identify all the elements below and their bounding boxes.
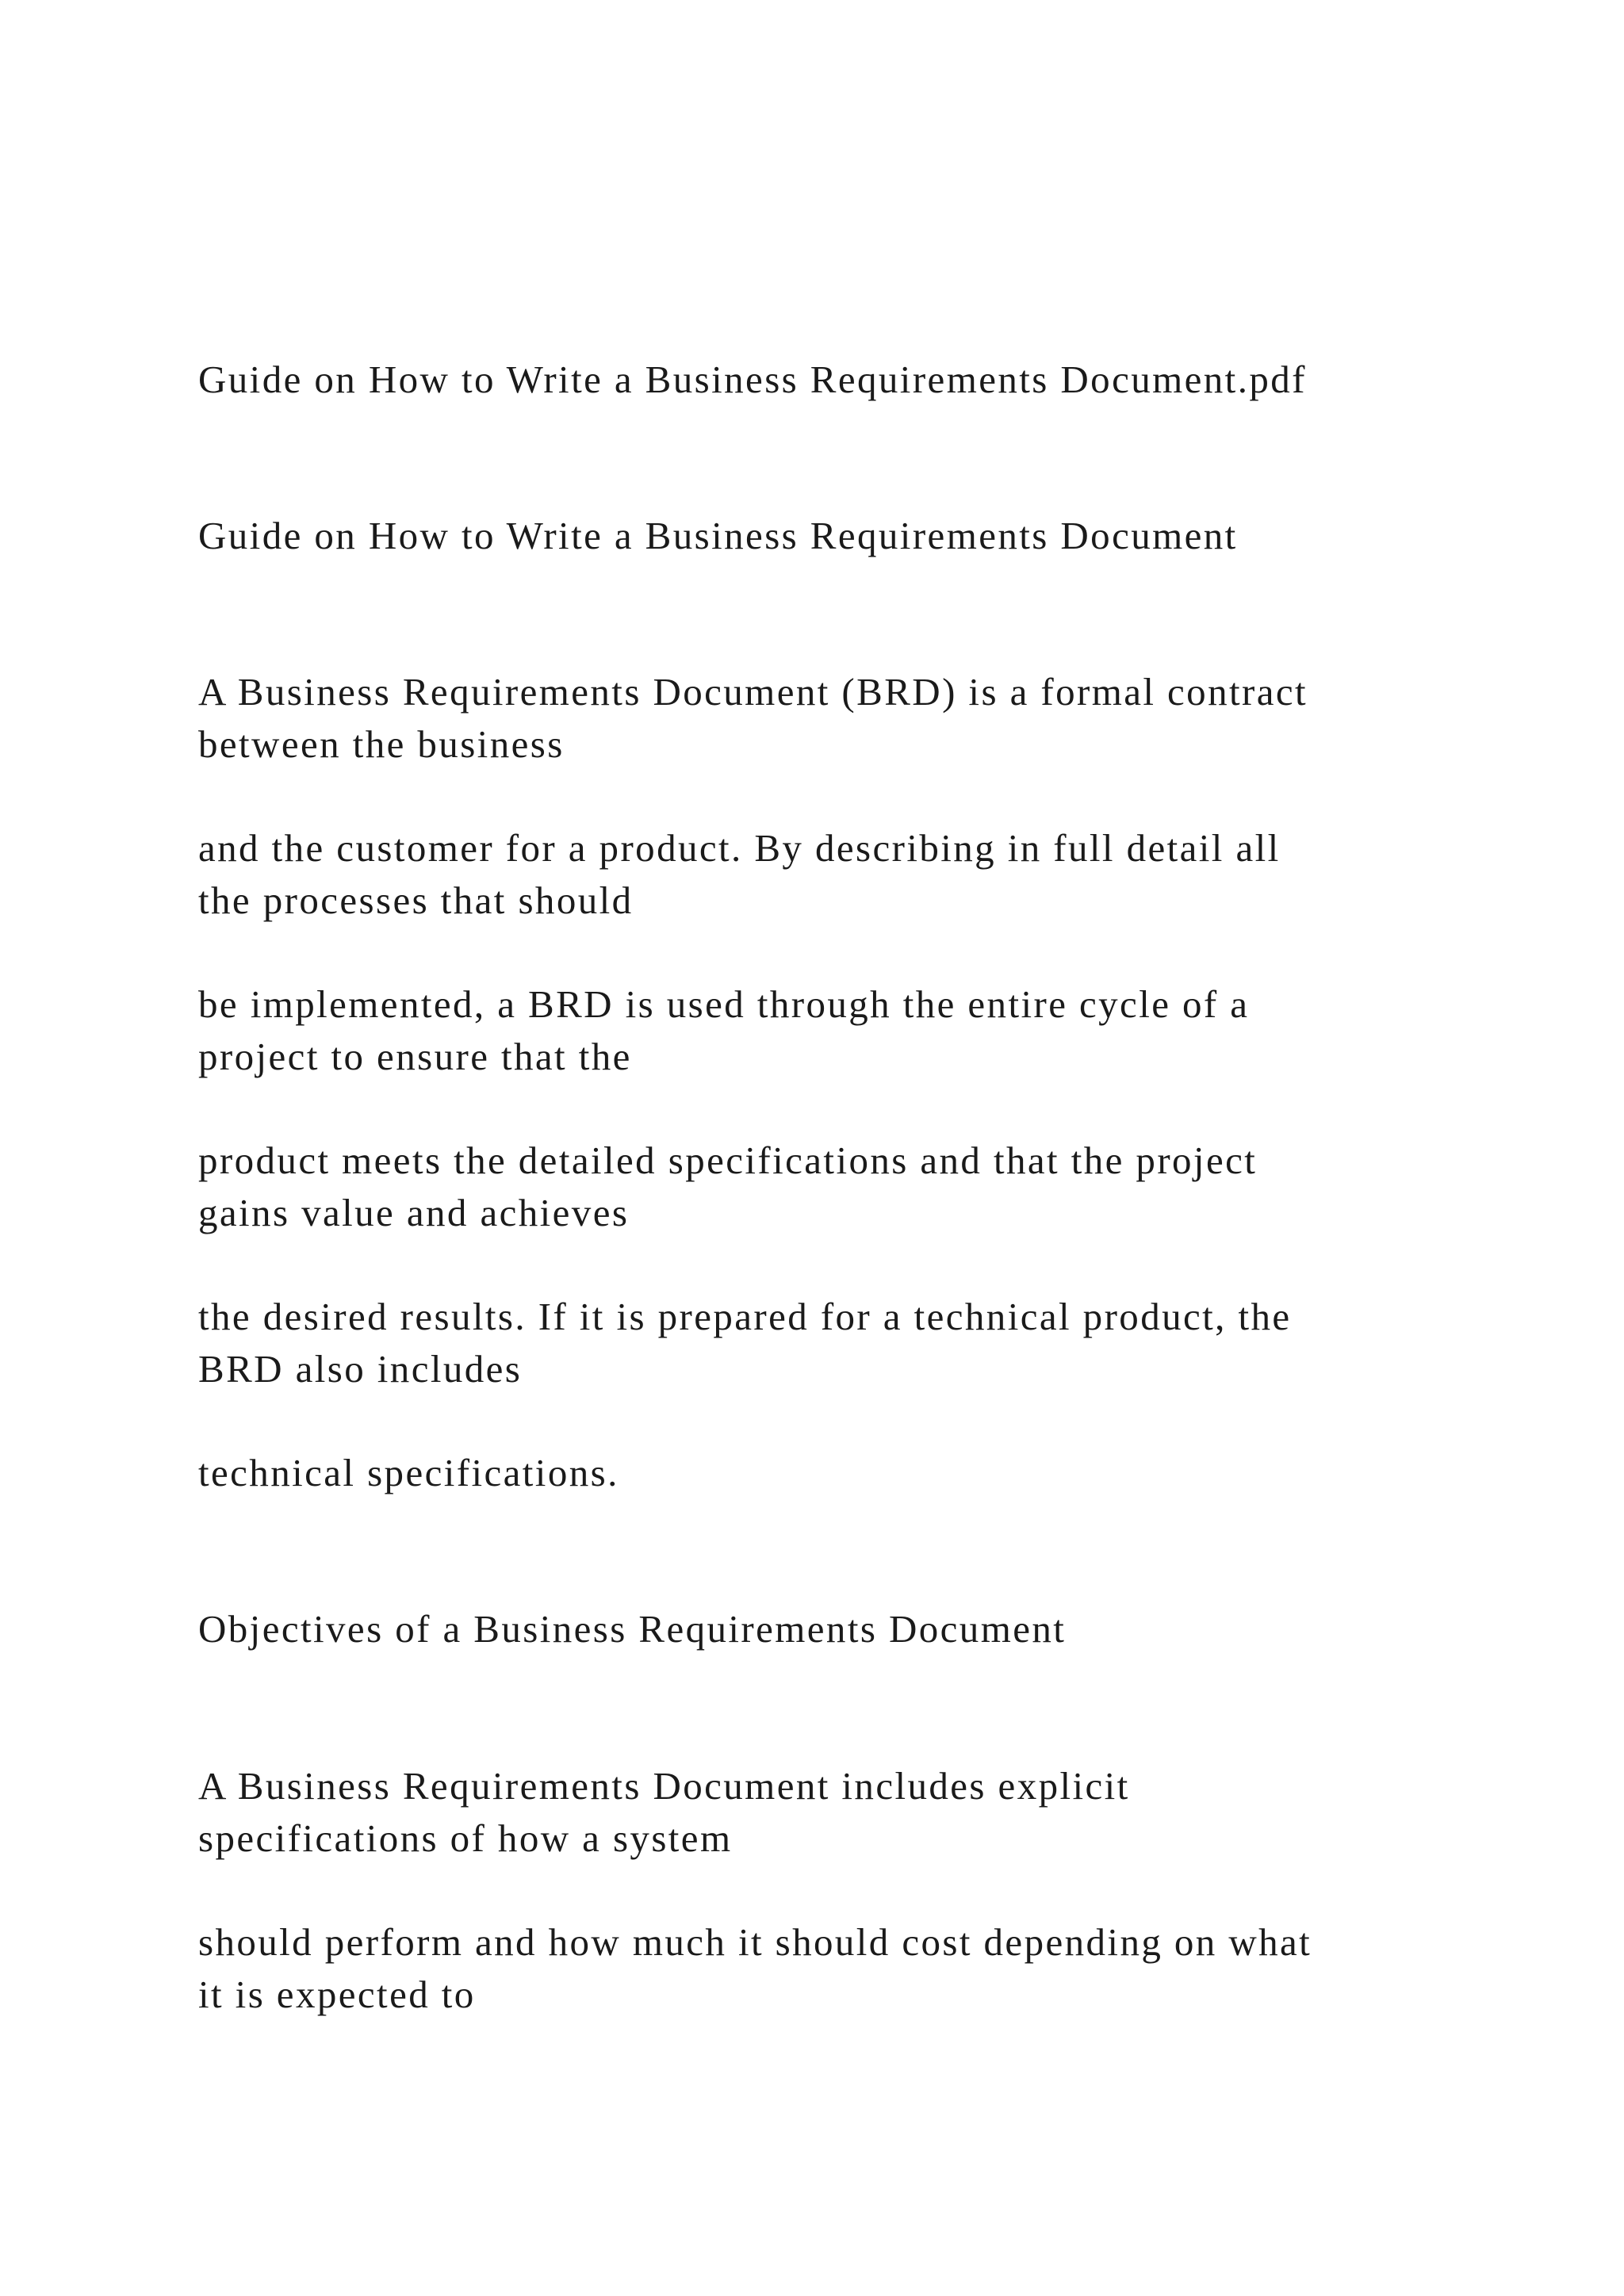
paragraph-line: should perform and how much it should cost depending on what [198,1920,1312,1964]
document-title: Guide on How to Write a Business Requirements Document [198,514,1238,557]
paragraph-line: between the business [198,722,565,766]
paragraph-line: technical specifications. [198,1451,619,1494]
paragraph-line: BRD also includes [198,1347,523,1391]
paragraph-line: A Business Requirements Document (BRD) is a formal contract [198,670,1308,714]
paragraph-line: the processes that should [198,878,634,922]
section-heading: Objectives of a Business Requirements Document [198,1607,1067,1651]
paragraph-line: project to ensure that the [198,1035,632,1078]
paragraph-line: gains value and achieves [198,1191,630,1234]
paragraph-line: product meets the detailed specifications and that the project [198,1138,1258,1182]
paragraph-line: be implemented, a BRD is used through the entire cycle of a [198,982,1250,1026]
paragraph-line: and the customer for a product. By describing in full detail all [198,826,1281,870]
document-filename: Guide on How to Write a Business Requirements Document.pdf [198,358,1307,401]
paragraph-line: it is expected to [198,1973,476,2016]
paragraph-line: specifications of how a system [198,1816,733,1860]
paragraph-line: A Business Requirements Document includes explicit [198,1764,1130,1808]
paragraph-line: the desired results. If it is prepared for a technical product, the [198,1295,1292,1338]
